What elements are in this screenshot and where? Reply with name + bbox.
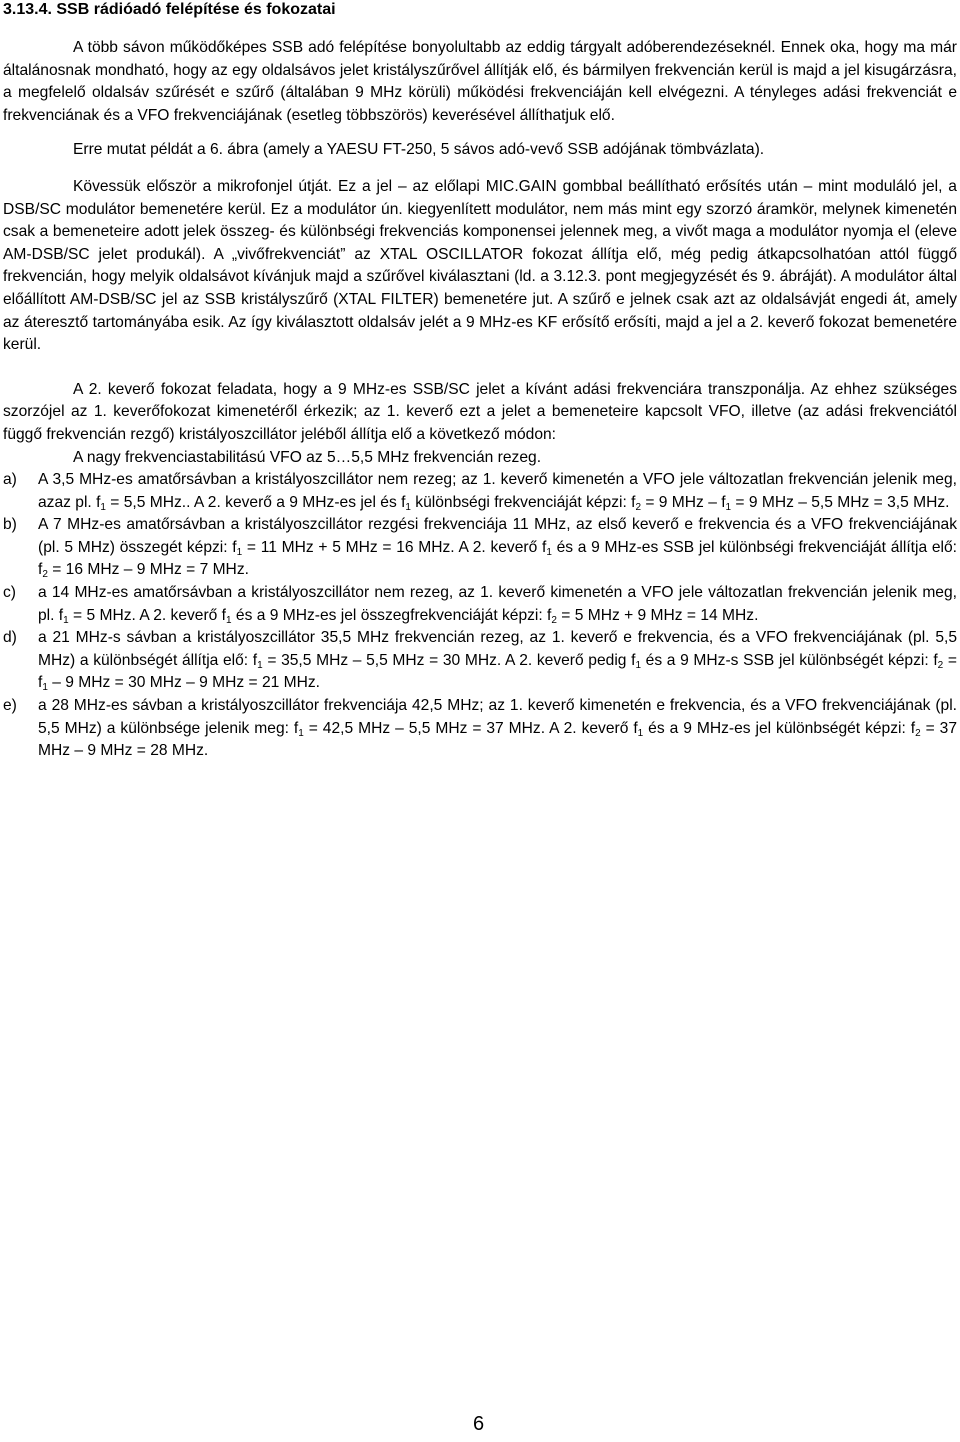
paragraph-figure-ref: Erre mutat példát a 6. ábra (amely a YAESU FT-250, 5 sávos adó-vevő SSB adójának tömbvázlata). (73, 141, 765, 159)
list-item: b) A 7 MHz-es amatőrsávban a kristályoszcillátor rezgési frekvenciája 11 MHz, az első keverő e frekvencia és a VFO frekvenciájának (pl. 5 MHz) összegét képzi: $f_1 = 11$ MHz + 5 MHz = 16 MHz. A 2. keverő $f_1$ és a 9 MHz-es SSB jel különbségi frekvenciáját állítja elő: $f_2 = 16$ MHz – 9 MHz = 7 MHz. (3, 516, 957, 581)
list-marker: d) (3, 629, 17, 647)
list-marker: c) (3, 584, 16, 602)
list-marker: b) (3, 516, 17, 534)
list-marker: a) (3, 471, 17, 489)
list-item: c) a 14 MHz-es amatőrsávban a kristályoszcillátor nem rezeg, az 1. keverő kimenetén a VFO jele változatlan frekvencián jelenik meg, pl. $f_1 = 5$ MHz. A 2. keverő $f_1$ és a 9 MHz-es jel összegfrekvenciáját képzi: $f_2 = 5$ MHz + 9 MHz = 14 MHz. (3, 584, 957, 626)
document-page (3, 0, 957, 763)
list-item: d) a 21 MHz-s sávban a kristályoszcillátor 35,5 MHz frekvencián rezeg, az 1. keverő e frekvencia, és a VFO frekvenciájának (pl. 5,5 MHz) a különbségét állítja elő: $f_1 = 35,5$ MHz – 5,5 MHz = 30 MHz. A 2. keverő pedig $f_1$ és a 9 MHz-s SSB jel különbségét képzi: $f_2 = f_1 - 9$ MHz = 30 MHz – 9 MHz = 21 MHz. (3, 629, 957, 694)
list-item: a) A 3,5 MHz-es amatőrsávban a kristályoszcillátor nem rezeg; az 1. keverő kimenetén a VFO jele változatlan frekvencián jelenik meg, azaz pl. $f_1 = 5,5$ MHz.. A 2. keverő a 9 MHz-es jel és $f_1$ különbségi frekvenciáját képzi: $f_2 = 9$ MHz – $f_1 = 9$ MHz – 5,5 MHz = 3,5 MHz. (3, 471, 957, 513)
band-list (3, 469, 957, 763)
list-item: e) a 28 MHz-es sávban a kristályoszcillátor frekvenciája 42,5 MHz; az 1. keverő kimenetén e frekvencia, és a VFO frekvenciájának (pl. 5,5 MHz) a különbsége jelenik meg: $f_1 = 42,5$ MHz – 5,5 MHz = 37 MHz. A 2. keverő $f_1$ és a 9 MHz-es jel különbségét képzi: $f_2 = 37$ MHz – 9 MHz = 28 MHz. (3, 697, 957, 760)
page-number: 6 (473, 1413, 485, 1435)
paragraph-signal-path: Kövessük először a mikrofonjel útját. Ez a jel – az előlapi MIC.GAIN gombbal beállítható erősítés után – mint moduláló jel, a DSB/SC modulátor bemenetére kerül. Ez a modulátor ún. kiegyenlített modulátor, nem más mint egy szorzó áramkör, melynek kimenetén csak a bemeneteire adott jelek összeg- és különbségi frekvenciás komponensei jelennek meg, a vivőt maga a modulátor nyomja el (eleve AM-DSB/SC jelet produkál). A „vivőfrekvenciát” az XTAL OSCILLATOR fokozat állítja elő, még pedig átkapcsolhatóan attól függő frekvencián, hogy melyik oldalsávot kívánjuk majd a szűrővel kiválasztani (ld. a 3.12.3. pont megjegyzését és 9. ábráját). A modulátor által előállított AM-DSB/SC jel az SSB kristályszűrő (XTAL FILTER) bemenetére jut. A szűrő e jelnek csak azt az oldalsávját engedi át, amely az áteresztő tartományába esik. Az így kiválasztott oldalsáv jelét a 9 MHz-es KF erősítő erősíti, majd a jel a 2. keverő fokozat bemenetére kerül. (3, 177, 957, 354)
paragraph-intro: A több sávon működőképes SSB adó felépítése bonyolultabb az eddig tárgyalt adóberendezéseknél. Ennek oka, hogy ma már általánosnak mondható, hogy az egy oldalsávos jelet kristályszűrővel állítják elő, és bármilyen frekvencián kerül is majd a jel kisugárzásra, a megfelelő oldalsáv szűrését e szűrő (általában 9 MHz körüli) működési frekvenciáján kell elvégezni. A tényleges adási frekvenciát e frekvenciának és a VFO frekvenciájának (esetleg többszörös) keverésével állíthatjuk elő. (3, 39, 957, 124)
vfo-line: A nagy frekvenciastabilitású VFO az 5…5,5 MHz frekvencián rezeg. (73, 448, 542, 466)
list-marker: e) (3, 697, 17, 715)
section-heading: 3.13.4. SSB rádióadó felépítése és fokozatai (3, 1, 336, 18)
paragraph-mixer: A 2. keverő fokozat feladata, hogy a 9 MHz-es SSB/SC jelet a kívánt adási frekvenciára transzponálja. Az ehhez szükséges szorzójel az 1. keverőfokozat kimenetéről érkezik; az 1. keverő ezt a jelet a bemeneteire kapcsolt VFO, illetve (az adási frekvenciától függő frekvencián rezgő) kristályoszcillátor jeléből állítja elő a következő módon: (3, 380, 957, 443)
